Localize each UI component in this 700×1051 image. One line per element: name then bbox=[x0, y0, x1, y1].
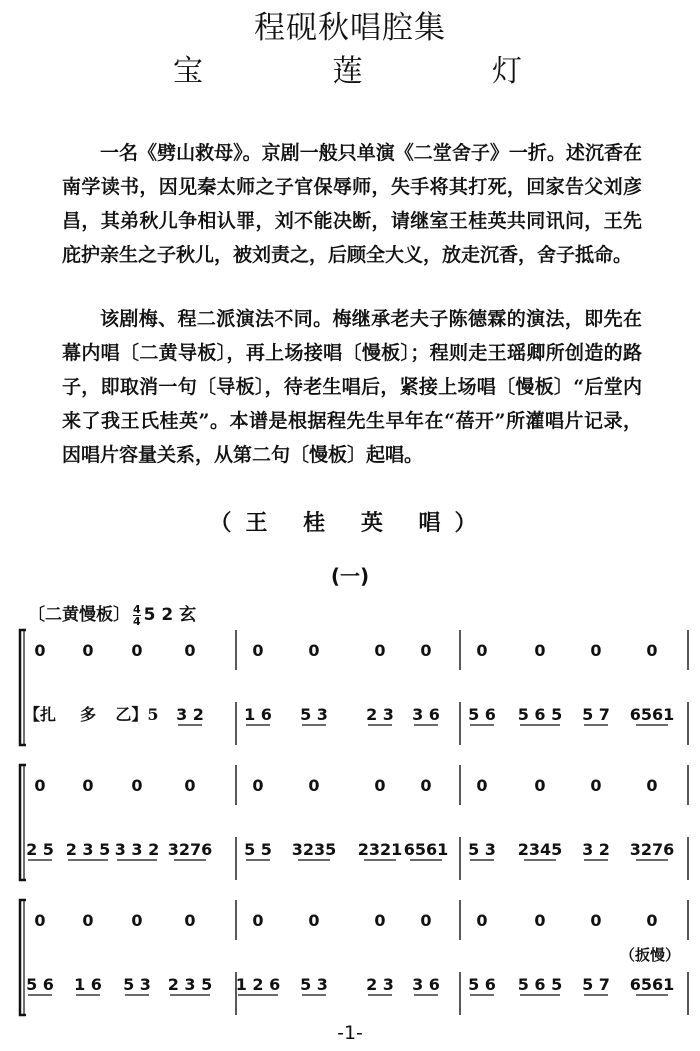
top-rest: 0 bbox=[534, 911, 546, 930]
mode-label: 〔二黄慢板〕 bbox=[28, 605, 130, 625]
top-rest: 0 bbox=[252, 641, 264, 660]
top-rest: 0 bbox=[590, 911, 602, 930]
melody-note: 5 3 bbox=[300, 975, 328, 994]
pickup-notes: 5 2 玄 bbox=[143, 605, 197, 625]
melody-note: 5 3 bbox=[300, 705, 328, 724]
melody-note: 3235 bbox=[291, 840, 337, 859]
opera-title: 宝 莲 灯 bbox=[172, 54, 583, 89]
melody-note: 5 5 bbox=[244, 840, 272, 859]
intro-paragraph-1: 一名《劈山救母》。京剧一般只单演《二堂舍子》一折。述沉香在南学读书，因见秦太师之子官保辱师，失手将其打死，回家告父刘彦昌，其弟秋儿争相认罪，刘不能决断，请继室王桂英共同讯问，王先庇护亲生之子秋儿，被刘责之，后顾全大义，放走沉香，舍子抵命。 bbox=[62, 142, 642, 266]
melody-note: 3 6 bbox=[412, 975, 440, 994]
melody-note: 6561 bbox=[629, 705, 675, 724]
top-rest: 0 bbox=[131, 911, 143, 930]
top-rest: 0 bbox=[476, 911, 488, 930]
melody-note: 1 6 bbox=[244, 705, 272, 724]
top-rest: 0 bbox=[184, 911, 196, 930]
melody-note: 3276 bbox=[167, 840, 213, 859]
top-rest: 0 bbox=[308, 776, 320, 795]
top-rest: 0 bbox=[82, 641, 94, 660]
top-rest: 0 bbox=[534, 776, 546, 795]
melody-note: 6561 bbox=[629, 975, 675, 994]
melody-note: 1 2 6 bbox=[235, 975, 281, 994]
top-rest: 0 bbox=[534, 641, 546, 660]
top-rest: 0 bbox=[590, 641, 602, 660]
top-rest: 0 bbox=[34, 641, 46, 660]
section-label: (一) bbox=[330, 564, 370, 588]
top-rest: 0 bbox=[131, 641, 143, 660]
top-rest: 0 bbox=[374, 911, 386, 930]
melody-note: 3 2 bbox=[582, 840, 610, 859]
top-rest: 0 bbox=[590, 776, 602, 795]
melody-note: 3 2 bbox=[176, 705, 204, 724]
singer-label: （王 桂 英 唱） bbox=[209, 510, 491, 536]
melody-note: 2 3 5 bbox=[167, 975, 213, 994]
top-rest: 0 bbox=[82, 776, 94, 795]
top-rest: 0 bbox=[420, 776, 432, 795]
melody-note: 3 3 2 bbox=[114, 840, 160, 859]
top-rest: 0 bbox=[646, 911, 658, 930]
time-signature-bottom: 4 bbox=[133, 614, 141, 628]
top-rest: 0 bbox=[646, 776, 658, 795]
melody-note: 2 3 5 bbox=[65, 840, 111, 859]
top-rest: 0 bbox=[82, 911, 94, 930]
top-rest: 0 bbox=[252, 911, 264, 930]
score-annotation: （扳慢） bbox=[619, 946, 681, 964]
melody-note: 5 6 bbox=[468, 975, 496, 994]
melody-note: 2 3 bbox=[366, 975, 394, 994]
melody-note: 5 7 bbox=[582, 705, 610, 724]
top-rest: 0 bbox=[374, 641, 386, 660]
top-rest: 0 bbox=[184, 641, 196, 660]
melody-note: 5 7 bbox=[582, 975, 610, 994]
top-rest: 0 bbox=[476, 641, 488, 660]
intro-paragraph-2: 该剧梅、程二派演法不同。梅继承老夫子陈德霖的演法，即先在幕内唱〔二黄导板〕，再上场接唱〔慢板〕；程则走王瑶卿所创造的路子，即取消一句〔导板〕，待老生唱后，紧接上场唱〔慢板〕“后堂内来了我王氏桂英”。本谱是根据程先生早年在“蓓开”所灌唱片记录，因唱片容量关系，从第二句〔慢板〕起唱。 bbox=[62, 308, 642, 466]
melody-note: 5 6 bbox=[26, 975, 54, 994]
melody-note: 3 6 bbox=[412, 705, 440, 724]
melody-note: 2 3 bbox=[366, 705, 394, 724]
top-rest: 0 bbox=[420, 911, 432, 930]
top-rest: 0 bbox=[34, 911, 46, 930]
melody-note: 3276 bbox=[629, 840, 675, 859]
system-bracket bbox=[20, 630, 26, 745]
top-rest: 0 bbox=[420, 641, 432, 660]
melody-note: 5 6 bbox=[468, 705, 496, 724]
top-rest: 0 bbox=[184, 776, 196, 795]
melody-note: 5 6 5 bbox=[517, 705, 563, 724]
melody-note: 多 bbox=[79, 705, 97, 724]
melody-note: 乙】5 bbox=[115, 705, 159, 724]
top-rest: 0 bbox=[308, 641, 320, 660]
top-rest: 0 bbox=[646, 641, 658, 660]
top-rest: 0 bbox=[374, 776, 386, 795]
top-rest: 0 bbox=[308, 911, 320, 930]
melody-note: 5 6 5 bbox=[517, 975, 563, 994]
top-rest: 0 bbox=[34, 776, 46, 795]
melody-note: 1 6 bbox=[74, 975, 102, 994]
page-number: -1- bbox=[337, 1022, 363, 1044]
top-rest: 0 bbox=[476, 776, 488, 795]
melody-note: 5 3 bbox=[123, 975, 151, 994]
time-signature-top: 4 bbox=[133, 602, 141, 616]
melody-note: 【扎 bbox=[23, 705, 57, 724]
melody-note: 6561 bbox=[403, 840, 449, 859]
book-title: 程砚秋唱腔集 bbox=[254, 10, 446, 46]
melody-note: 5 3 bbox=[468, 840, 496, 859]
system-bracket bbox=[20, 900, 26, 1015]
melody-note: 2345 bbox=[517, 840, 563, 859]
top-rest: 0 bbox=[131, 776, 143, 795]
melody-note: 2321 bbox=[357, 840, 403, 859]
top-rest: 0 bbox=[252, 776, 264, 795]
melody-note: 2 5 bbox=[26, 840, 54, 859]
system-bracket bbox=[20, 765, 26, 880]
